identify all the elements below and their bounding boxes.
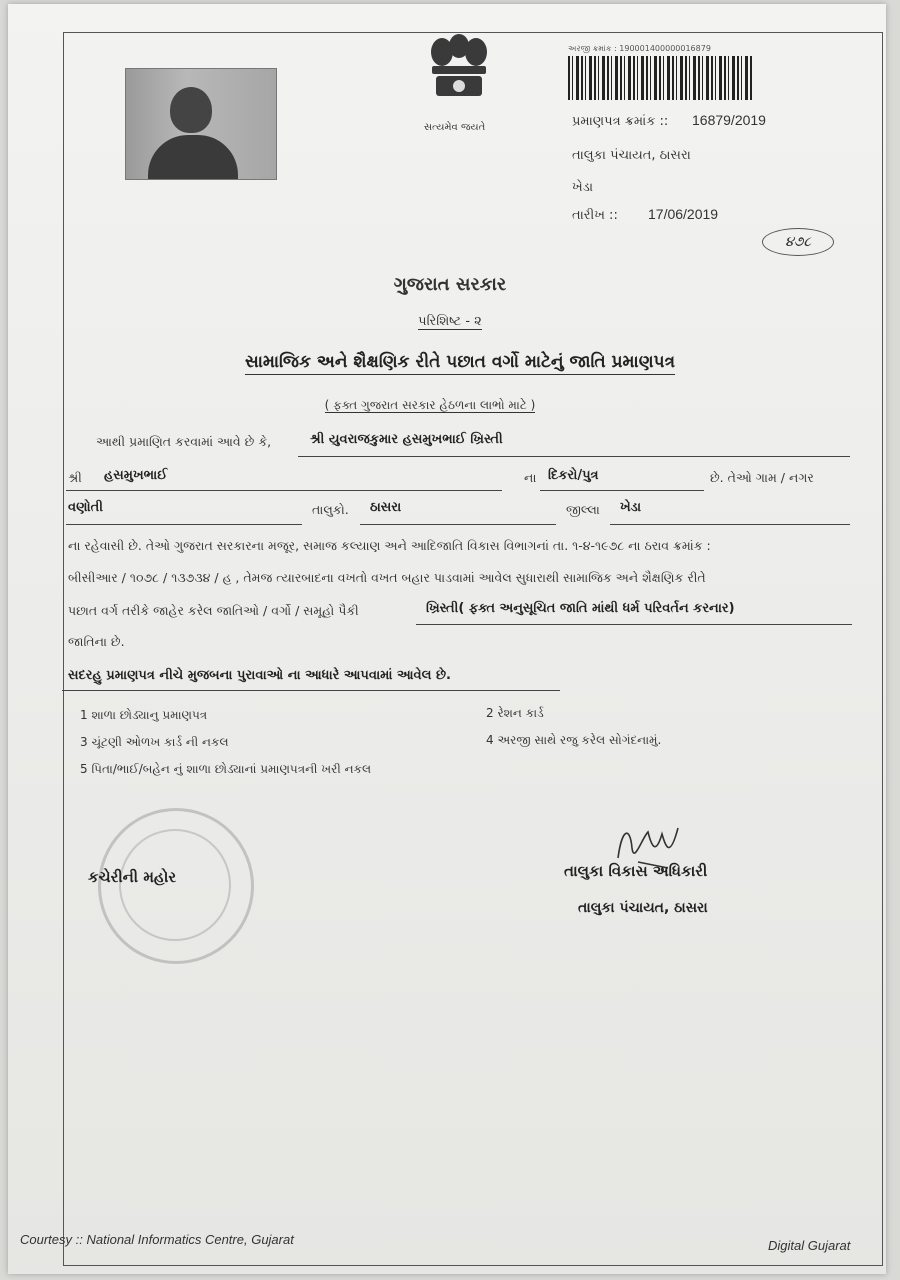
scope-note-wrap [0,394,860,413]
certificate-no-label: પ્રમાણપત્ર ક્રમાંક :: [572,114,669,129]
para-line-2: બીસીઆર / ૧૦૭૮ / ૧૩૭૩૪ / હ , તેમજ ત્યારબાદના વખતો વખત બહાર પાડવામાં આવેલ સુધારાથી સામાજિક અને શૈક્ષણિક રીતે [68,570,706,585]
certify-intro: આથી પ્રમાણિત કરવામાં આવે છે કે, [96,434,272,449]
taluka-label: તાલુકો. [312,502,349,517]
national-emblem-icon [418,30,500,130]
underline-caste [416,624,852,625]
underline-taluka [360,524,556,525]
annexure-label: પરિશિષ્ટ - ૨ [418,314,482,329]
na-label: ના [524,470,537,485]
issuing-district: ખેડા [572,180,594,195]
underline-name [298,456,850,457]
underline-proofs [62,690,560,691]
office-seal-label: કચેરીની મહોર [88,868,177,886]
date-label: તારીખ :: [572,208,618,223]
father-name: હસમુખભાઈ [104,468,168,483]
village-label: છે. તેઓ ગામ / નગર [710,470,814,485]
taluka: ઠાસરા [370,500,402,515]
signatory-office: તાલુકા પંચાયત, ઠાસરા [578,900,708,916]
underline-relation [540,490,704,491]
district: ખેડા [620,500,642,515]
proof-item-4: 4 અરજી સાથે રજુ કરેલ સોગંદનામું. [486,733,662,747]
proof-item-3: 3 ચૂંટણી ઓળખ કાર્ડ ની નકલ [80,735,229,749]
office-seal-stamp [98,808,254,964]
applicant-name: શ્રી યુવરાજકુમાર હસમુખભાઈ ખ્રિસ્તી [310,432,503,447]
underline-district [610,524,850,525]
photo-head [170,87,212,133]
certificate-title-wrap [0,352,900,372]
signatory-designation: તાલુકા વિકાસ અધિકારી [564,862,708,880]
certificate-no: 16879/2019 [692,112,766,128]
para-line-4: જાતિના છે. [68,634,125,649]
caste: ખ્રિસ્તી( ફક્ત અનુસૂચિત જાતિ માંથી ધર્મ પરિવર્તન કરનાર) [426,601,735,616]
relation: દિકરો/પુત્ર [548,468,599,483]
certificate-title: સામાજિક અને શૈક્ષણિક રીતે પછાત વર્ગો માટેનું જાતિ પ્રમાણપત્ર [245,352,675,375]
handwritten-number: ૪૭૮ [762,228,834,256]
footer-courtesy: Courtesy :: National Informatics Centre, Gujarat [20,1232,294,1247]
photo-body [148,135,238,180]
proof-item-1: 1 શાળા છોડ્યાનુ પ્રમાણપત્ર [80,708,208,722]
proof-item-5: 5 પિતા/ભાઈ/બહેન નું શાળા છોડ્યાનાં પ્રમાણપત્રની ખરી નકલ [80,762,372,776]
para-line-1: ના રહેવાસી છે. તેઓ ગુજરાત સરકારના મજૂર, સમાજ કલ્યાણ અને આદિજાતિ વિકાસ વિભાગનાં તા. ૧-૪-૧૯૭૮ ના ઠરાવ ક્રમાંક : [68,538,711,553]
certificate-sheet [8,4,886,1274]
barcode-number: અરજી ક્રમાંક : 190001400000016879 [568,44,711,53]
annexure-wrap [0,310,900,329]
applicant-photo [125,68,277,180]
page-border [63,32,883,1266]
district-label: જીલ્લા [566,502,600,517]
government-title: ગુજરાત સરકાર [393,274,507,295]
para-line-3: પછાત વર્ગ તરીકે જાહેર કરેલ જાતિઓ / વર્ગો / સમૂહો પૈકી [68,603,359,618]
underline-father [66,490,502,491]
emblem-caption: સત્યમેવ જયતે [424,122,486,133]
village: વણોતી [68,500,104,515]
underline-village [66,524,302,525]
proofs-heading: સદરહુ પ્રમાણપત્ર નીચે મુજબના પુરાવાઓ ના આધારે આપવામાં આવેલ છે. [68,668,451,683]
issuing-office: તાલુકા પંચાયત, ઠાસરા [572,148,691,163]
scope-note: ( ફક્ત ગુજરાત સરકાર હેઠળના લાભો માટે ) [324,398,536,412]
footer-brand: Digital Gujarat [768,1238,851,1253]
proof-item-2: 2 રેશન કાર્ડ [486,706,544,720]
barcode [568,56,754,100]
issue-date: 17/06/2019 [648,206,719,222]
shri-label: શ્રી [68,470,82,485]
